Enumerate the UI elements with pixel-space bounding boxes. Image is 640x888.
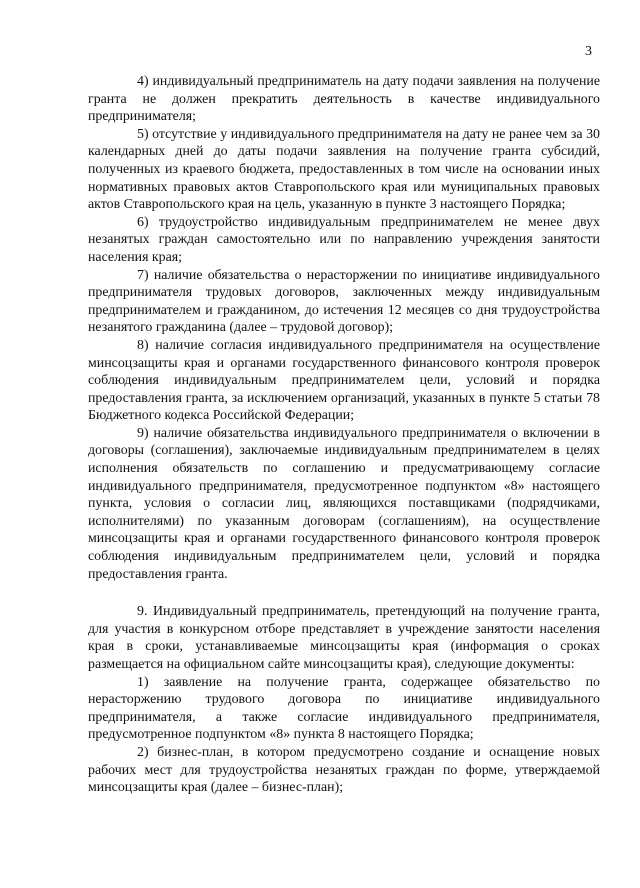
document-body — [88, 73, 600, 797]
condition-item-8: 8) наличие согласия индивидуального предпринимателя на осуществление минсоцзащиты края и органами государственного финансового контроля проверок соблюдения индивидуальным предпринимателем цели, условий и порядка предоставления гранта, за исключением организаций, указанных в пункте 5 статьи 78 Бюджетного кодекса Российской Федерации; — [88, 337, 600, 424]
condition-item-7: 7) наличие обязательства о нерасторжении по инициативе индивидуального предпринимателя трудовых договоров, заключенных между индивидуальным предпринимателем и гражданином, до истечения 12 месяцев со дня трудоустройства незанятого гражданина (далее – трудовой договор); — [88, 267, 600, 336]
condition-item-9: 9) наличие обязательства индивидуального предпринимателя о включении в договоры (соглашения), заключаемые индивидуальным предпринимателем в целях исполнения обязательств по соглашению и предусматривающему согласие индивидуального предпринимателя, предусмотренное подпунктом «8» настоящего пункта, условия о согласии лиц, являющихся поставщиками (подрядчиками, исполнителями) по указанным договорам (соглашениям), на осуществление минсоцзащиты края и органами государственного финансового контроля проверок соблюдения индивидуальным предпринимателем цели, условий и порядка предоставления гранта. — [88, 425, 600, 582]
section-9-intro: 9. Индивидуальный предприниматель, претендующий на получение гранта, для участия в конкурсном отборе представляет в учреждение занятости населения края в сроки, устанавливаемые минсоцзащиты края (информация о сроках размещается на официальном сайте минсоцзащиты края), следующие документы: — [88, 604, 600, 672]
document-item-1: 1) заявление на получение гранта, содержащее обязательство по нерасторжению трудового договора по инициативе индивидуального предпринимателя, а также согласие индивидуального предпринимателя, предусмотренное подпунктом «8» пункта 8 настоящего Порядка; — [88, 674, 600, 743]
document-item-2: 2) бизнес-план, в котором предусмотрено создание и оснащение новых рабочих мест для трудоустройства незанятых граждан по форме, утверждаемой минсоцзащиты края (далее – бизнес-план); — [88, 744, 600, 796]
condition-item-6: 6) трудоустройство индивидуальным предпринимателем не менее двух незанятых граждан самостоятельно или по направлению учреждения занятости населения края; — [88, 214, 600, 265]
page-number: 3 — [585, 44, 592, 59]
condition-item-4: 4) индивидуальный предприниматель на дату подачи заявления на получение гранта не должен прекратить деятельность в качестве индивидуального предпринимателя; — [88, 74, 600, 125]
condition-item-5: 5) отсутствие у индивидуального предпринимателя на дату не ранее чем за 30 календарных дней до даты подачи заявления на получение гранта субсидий, полученных из краевого бюджета, предоставленных в том числе на основании иных нормативных правовых актов Ставропольского края или муниципальных правовых актов Ставропольского края на цель, указанную в пункте 3 настоящего Порядка; — [88, 126, 600, 213]
